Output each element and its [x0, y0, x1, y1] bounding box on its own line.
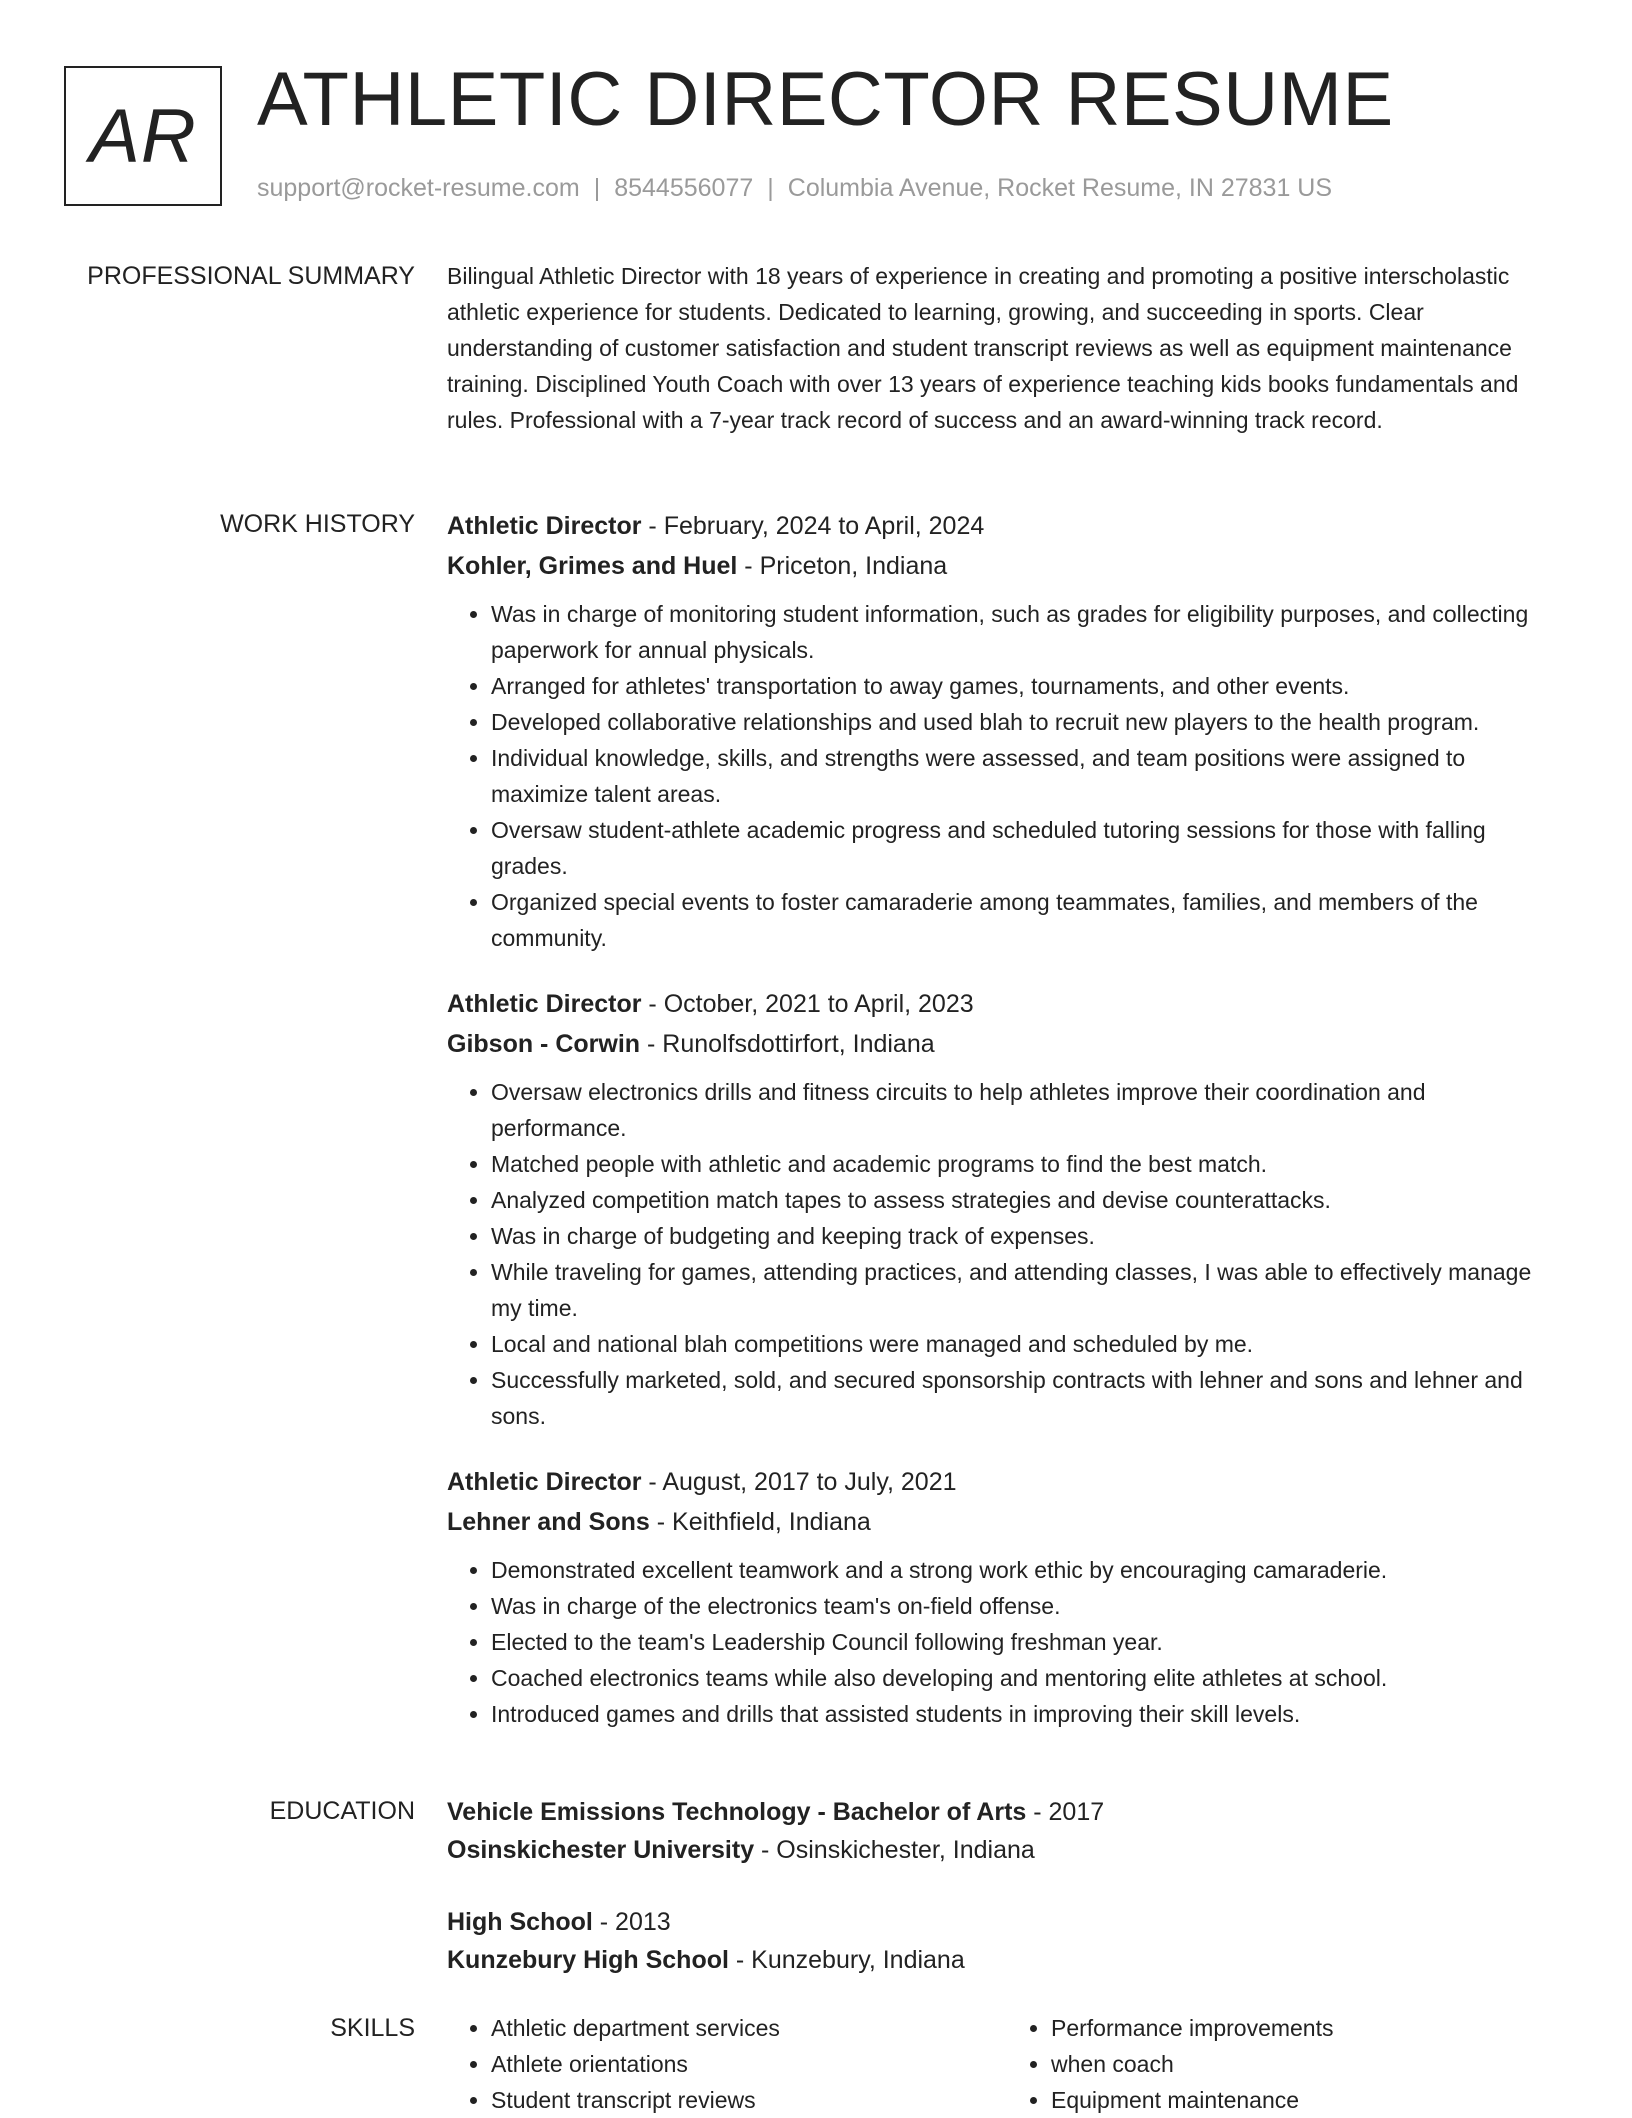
skills-heading: SKILLS [330, 2014, 415, 2042]
list-item: • Athletic department services [491, 2010, 1007, 2046]
list-item: • Local and national blah competitions were managed and scheduled by me. [491, 1326, 1567, 1362]
list-item: • Elected to the team's Leadership Council following freshman year. [491, 1624, 1567, 1660]
job-company: Gibson - Corwin [447, 1030, 641, 1058]
list-item: • Matched people with athletic and academic programs to find the best match. [491, 1146, 1567, 1182]
list-item: • Coached electronics teams while also developing and mentoring elite athletes at school. [491, 1660, 1567, 1696]
skills-list-right [1007, 2010, 1567, 2118]
job-entry [447, 506, 1567, 956]
list-item: • Was in charge of monitoring student information, such as grades for eligibility purposes, and collecting paperwork for annual physicals. [491, 596, 1567, 668]
education-entry [447, 1793, 1567, 1869]
skills-list-left [447, 2010, 1007, 2118]
skills-body [447, 2010, 1567, 2118]
list-item: • Was in charge of the electronics team's on-field offense. [491, 1588, 1567, 1624]
school: Osinskichester University [447, 1836, 755, 1864]
job-bullets [447, 596, 1567, 956]
job-company-line [447, 1024, 1567, 1064]
job-bullets [447, 1074, 1567, 1434]
job-company: Kohler, Grimes and Huel [447, 552, 738, 580]
contact-phone[interactable]: 8544556077 [614, 174, 754, 202]
list-item: • Arranged for athletes' transportation to away games, tournaments, and other events. [491, 668, 1567, 704]
list-item: • when coach [1051, 2046, 1567, 2082]
list-item: • Equipment maintenance [1051, 2082, 1567, 2118]
work-history-heading: WORK HISTORY [220, 510, 415, 538]
job-title-line [447, 506, 1567, 546]
list-item: • Demonstrated excellent teamwork and a strong work ethic by encouraging camaraderie. [491, 1552, 1567, 1588]
list-item: • Athlete orientations [491, 2046, 1007, 2082]
education-entry [447, 1903, 1567, 1979]
school-location: - Kunzebury, Indiana [728, 1946, 965, 1974]
degree-line [447, 1903, 1567, 1941]
job-company: Lehner and Sons [447, 1508, 650, 1536]
list-item: • Was in charge of budgeting and keeping track of expenses. [491, 1218, 1567, 1254]
job-dates: - February, 2024 to April, 2024 [641, 512, 985, 540]
job-location: - Keithfield, Indiana [649, 1508, 871, 1536]
school-line [447, 1831, 1567, 1869]
job-title: Athletic Director [447, 1468, 642, 1496]
job-location: - Priceton, Indiana [737, 552, 948, 580]
job-title: Athletic Director [447, 512, 642, 540]
degree-line [447, 1793, 1567, 1831]
work-history-body [447, 506, 1567, 1760]
list-item: • Oversaw electronics drills and fitness circuits to help athletes improve their coordination and performance. [491, 1074, 1567, 1146]
degree-year: - 2017 [1026, 1798, 1105, 1826]
degree: High School [447, 1908, 593, 1936]
skills-columns [447, 2010, 1567, 2118]
summary-heading: PROFESSIONAL SUMMARY [87, 262, 415, 290]
list-item: • Oversaw student-athlete academic progress and scheduled tutoring sessions for those with falling grades. [491, 812, 1567, 884]
school-location: - Osinskichester, Indiana [754, 1836, 1035, 1864]
education-heading: EDUCATION [269, 1797, 415, 1825]
job-title-line [447, 984, 1567, 1024]
degree: Vehicle Emissions Technology - Bachelor of Arts [447, 1798, 1027, 1826]
list-item: • Organized special events to foster camaraderie among teammates, families, and members of the community. [491, 884, 1567, 956]
job-company-line [447, 546, 1567, 586]
list-item: • Developed collaborative relationships and used blah to recruit new players to the health program. [491, 704, 1567, 740]
summary-text: Bilingual Athletic Director with 18 years of experience in creating and promoting a positive interscholastic athletic experience for students. Dedicated to learning, growing, and succeeding in sports. Clear understanding of customer satisfaction and student transcript reviews as well as equipment maintenance training. Disciplined Youth Coach with over 13 years of experience teaching kids books fundamentals and rules. Professional with a 7-year track record of success and an award-winning track record. [447, 263, 1519, 433]
education-body [447, 1793, 1567, 2013]
degree-year: - 2013 [592, 1908, 671, 1936]
job-entry [447, 984, 1567, 1434]
job-company-line [447, 1502, 1567, 1542]
list-item: • Performance improvements [1051, 2010, 1567, 2046]
list-item: • Successfully marketed, sold, and secured sponsorship contracts with lehner and sons and lehner and sons. [491, 1362, 1567, 1434]
resume-title: ATHLETIC DIRECTOR RESUME [257, 57, 1394, 142]
contact-address: Columbia Avenue, Rocket Resume, IN 27831 US [787, 174, 1333, 202]
list-item: • Introduced games and drills that assisted students in improving their skill levels. [491, 1696, 1567, 1732]
job-bullets [447, 1552, 1567, 1732]
job-entry [447, 1462, 1567, 1732]
job-title-line [447, 1462, 1567, 1502]
contact-line [257, 174, 1332, 203]
school-line [447, 1941, 1567, 1979]
job-location: - Runolfsdottirfort, Indiana [640, 1030, 935, 1058]
job-dates: - August, 2017 to July, 2021 [641, 1468, 957, 1496]
school: Kunzebury High School [447, 1946, 729, 1974]
list-item: • While traveling for games, attending practices, and attending classes, I was able to effectively manage my time. [491, 1254, 1567, 1326]
monogram-logo: AR [64, 66, 222, 206]
list-item: • Individual knowledge, skills, and strengths were assessed, and team positions were assigned to maximize talent areas. [491, 740, 1567, 812]
summary-body [447, 258, 1567, 438]
contact-email[interactable]: support@rocket-resume.com [257, 174, 580, 202]
job-title: Athletic Director [447, 990, 642, 1018]
list-item: • Analyzed competition match tapes to assess strategies and devise counterattacks. [491, 1182, 1567, 1218]
job-dates: - October, 2021 to April, 2023 [641, 990, 974, 1018]
contact-separator: | [767, 174, 774, 202]
list-item: • Student transcript reviews [491, 2082, 1007, 2118]
contact-separator: | [593, 174, 601, 202]
